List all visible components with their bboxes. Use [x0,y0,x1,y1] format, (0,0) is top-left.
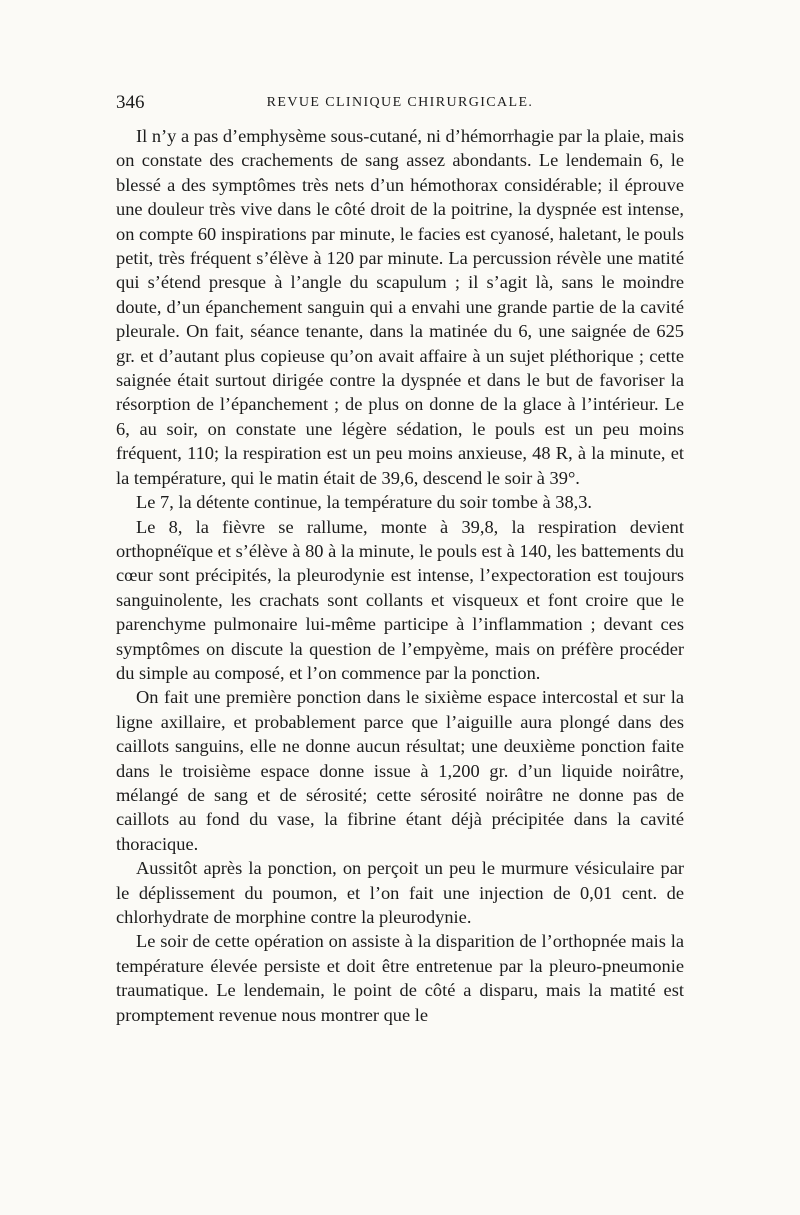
paragraph: On fait une première ponction dans le sixième espace intercostal et sur la ligne axillaire, et probablement parce que l’aiguille aura plongé dans des caillots sanguins, elle ne donne aucun résultat; une deuxième ponction faite dans le troisième espace donne issue à 1,200 gr. d’un liquide noirâtre, mélangé de sang et de sérosité; cette sérosité noirâtre ne donne pas de caillots au fond du vase, la fibrine étant déjà précipitée dans la cavité thoracique. [116,687,684,854]
book-page [116,92,684,1027]
paragraph: Il n’y a pas d’emphysème sous-cutané, ni d’hémorrhagie par la plaie, mais on constate des crachements de sang assez abondants. Le lendemain 6, le blessé a des symptômes très nets d’un hémothorax considérable; il éprouve une douleur très vive dans le côté droit de la poitrine, la dyspnée est intense, on compte 60 inspirations par minute, le facies est cyanosé, haletant, le pouls petit, très fréquent s’élève à 120 par minute. La percussion révèle une matité qui s’étend presque à l’angle du scapulum ; il s’agit là, sans le moindre doute, d’un épanchement sanguin qui a envahi une grande partie de la cavité pleurale. On fait, séance tenante, dans la matinée du 6, une saignée de 625 gr. et d’autant plus copieuse qu’on avait affaire à un sujet pléthorique ; cette saignée était surtout dirigée contre la dyspnée et dans le but de favoriser la résorption de l’épanchement ; de plus on donne de la glace à l’intérieur. Le 6, au soir, on constate une légère sédation, le pouls est un peu moins fréquent, 110; la respiration est un peu moins anxieuse, 48 R, à la minute, et la température, qui le matin était de 39,6, descend le soir à 39°. [116,126,684,488]
body-text [116,124,684,1027]
page-number: 346 [116,92,145,113]
paragraph: Le 8, la fièvre se rallume, monte à 39,8, la respiration devient orthopnéïque et s’élève à 80 à la minute, le pouls est à 140, les battements du cœur sont précipités, la pleurodynie est intense, l’expectoration est toujours sanguinolente, les crachats sont collants et visqueux et font croire que le parenchyme pulmonaire lui-même participe à l’inflammation ; devant ces symptômes on discute la question de l’empyème, mais on préfère procéder du simple au composé, et l’on commence par la ponction. [116,516,684,683]
paragraph: Le soir de cette opération on assiste à la disparition de l’orthopnée mais la température élevée persiste et doit être entretenue par la pleuro-pneumonie traumatique. Le lendemain, le point de côté a disparu, mais la matité est promptement revenue nous montrer que le [116,931,684,1025]
running-head [116,92,684,122]
paragraph: Le 7, la détente continue, la température du soir tombe à 38,3. [136,492,593,513]
running-title: REVUE CLINIQUE CHIRURGICALE. [266,95,534,110]
paragraph: Aussitôt après la ponction, on perçoit un peu le murmure vésiculaire par le déplissement du poumon, et l’on fait une injection de 0,01 cent. de chlorhydrate de morphine contre la pleurodynie. [116,858,684,927]
